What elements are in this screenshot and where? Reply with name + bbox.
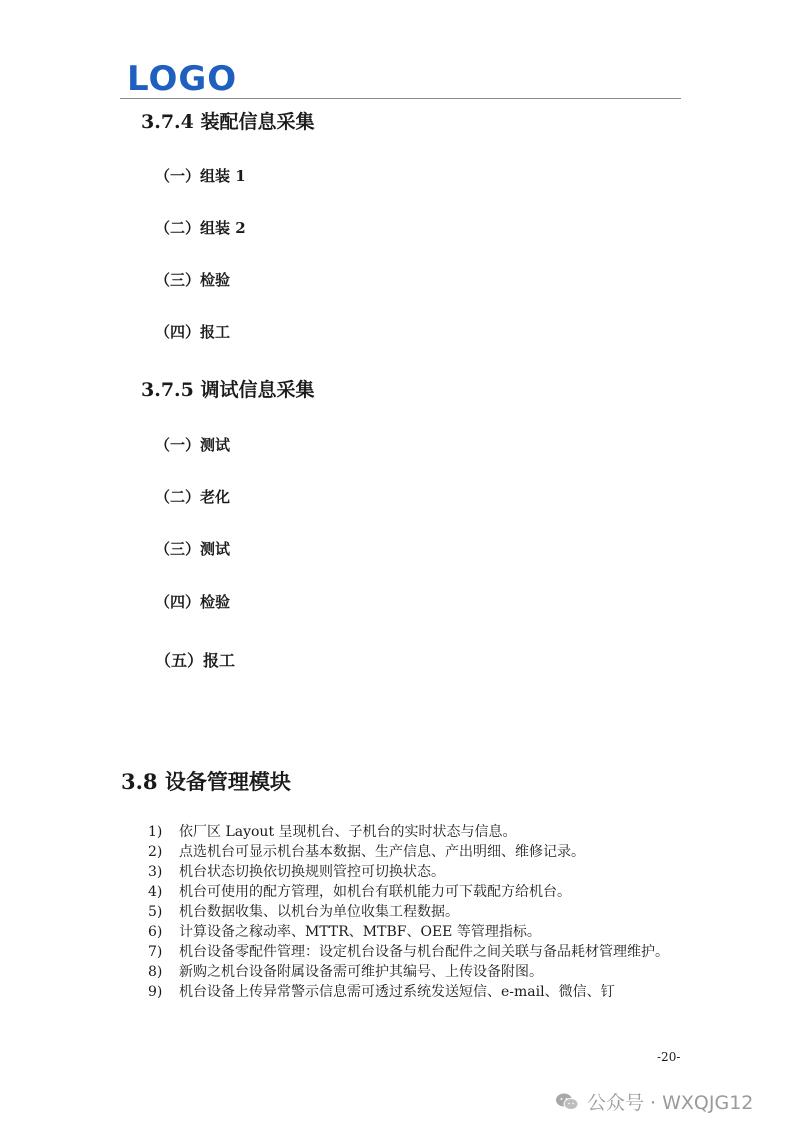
item-text: 机台数据收集、以机台为单位收集工程数据。: [179, 904, 459, 920]
logo: LOGO: [127, 59, 238, 99]
section-3-8-title: 3.8 设备管理模块: [121, 769, 291, 794]
list-item: （二）老化: [155, 488, 231, 506]
list-item: [148, 962, 688, 982]
item-number: 2): [148, 844, 163, 860]
list-item: （二）组装 2: [155, 219, 246, 237]
list-item: [148, 862, 688, 882]
item-number: 4): [148, 884, 163, 900]
numbered-list: [148, 822, 688, 1002]
item-text: 依厂区 Layout 呈现机台、子机台的实时状态与信息。: [179, 824, 517, 840]
list-item: （四）检验: [155, 593, 231, 611]
item-text: 新购之机台设备附属设备需可维护其编号、上传设备附图。: [179, 964, 543, 980]
list-item: [148, 822, 688, 842]
list-item: （四）报工: [155, 323, 231, 341]
list-item: （一）组装 1: [155, 167, 246, 185]
list-item: [148, 922, 688, 942]
list-item: [148, 902, 688, 922]
item-text: 计算设备之稼动率、MTTR、MTBF、OEE 等管理指标。: [179, 924, 541, 940]
section-3-7-5-title: 3.7.5 调试信息采集: [141, 379, 315, 401]
list-item: [148, 982, 688, 1002]
list-item: [148, 842, 688, 862]
item-number: 8): [148, 964, 163, 980]
watermark-text: 公众号 · WXQJG12: [587, 1092, 754, 1114]
list-item: （三）检验: [155, 271, 231, 289]
item-number: 6): [148, 924, 163, 940]
header-divider: [120, 98, 681, 99]
item-text: 点选机台可显示机台基本数据、生产信息、产出明细、维修记录。: [179, 844, 585, 860]
section-3-7-4-title: 3.7.4 装配信息采集: [141, 111, 315, 133]
item-number: 1): [148, 824, 163, 840]
page-number: -20-: [657, 1050, 681, 1064]
item-text: 机台设备上传异常警示信息需可透过系统发送短信、e-mail、微信、钉: [179, 984, 615, 1000]
list-item: （三）测试: [155, 540, 231, 558]
wechat-icon: [555, 1092, 579, 1112]
item-number: 5): [148, 904, 163, 920]
list-item: （五）报工: [155, 651, 236, 670]
item-number: 3): [148, 864, 163, 880]
item-text: 机台状态切换依切换规则管控可切换状态。: [179, 864, 445, 880]
watermark: [555, 1088, 753, 1115]
item-text: 机台可使用的配方管理，如机台有联机能力可下载配方给机台。: [179, 884, 571, 900]
item-number: 9): [148, 984, 163, 1000]
list-item: [148, 942, 688, 962]
item-text: 机台设备零配件管理：设定机台设备与机台配件之间关联与备品耗材管理维护。: [179, 944, 669, 960]
list-item: [148, 882, 688, 902]
item-number: 7): [148, 944, 163, 960]
list-item: （一）测试: [155, 436, 231, 454]
